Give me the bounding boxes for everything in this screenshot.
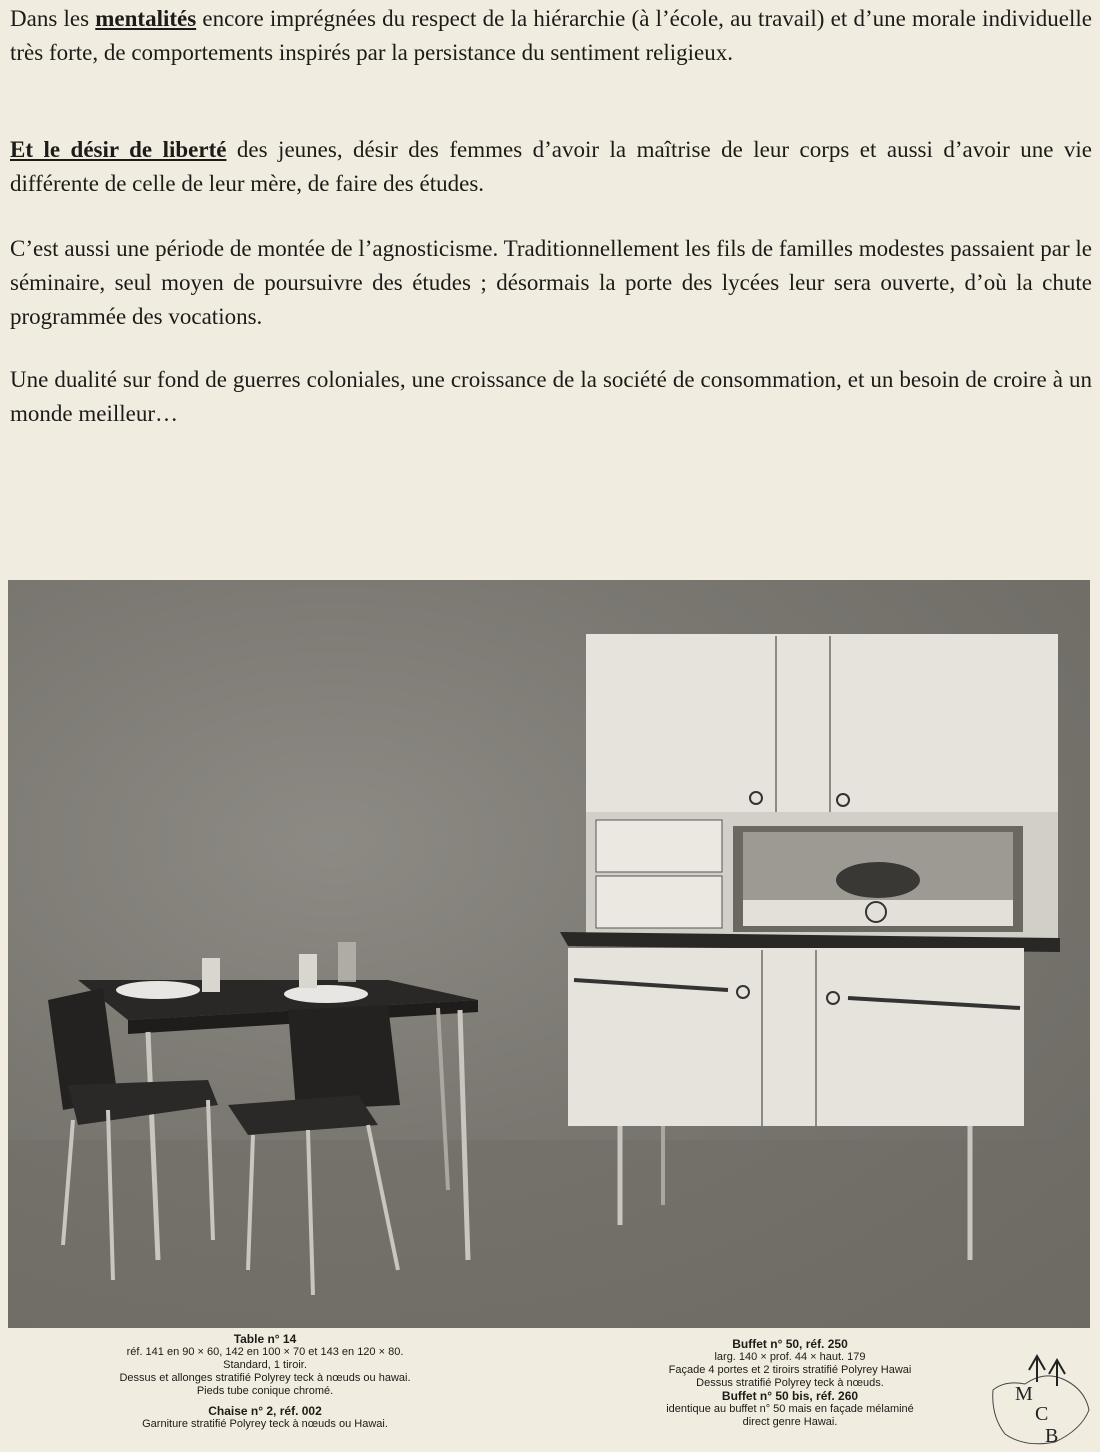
paragraph-mentalites: [10, 2, 1092, 70]
svg-text:C: C: [1035, 1403, 1049, 1425]
paragraph-dualite: Une dualité sur fond de guerres coloniales, une croissance de la société de consommation, et un besoin de croire à un monde meilleur…: [10, 367, 1092, 426]
mcb-logo: [985, 1350, 1095, 1450]
p2-lead: Et le désir de liberté: [10, 137, 227, 162]
svg-text:B: B: [1045, 1425, 1059, 1447]
chair-line1: Garniture stratifié Polyrey teck à nœuds ou Hawai.: [142, 1418, 388, 1430]
chair-title: Chaise n° 2, réf. 002: [208, 1404, 322, 1418]
paragraph-agnosticisme: C’est aussi une période de montée de l’agnosticisme. Traditionnellement les fils de familles modestes passaient par le séminaire, seul moyen de poursuivre des études ; désormais la porte des lycées leur sera ouverte, d’où la chute programmée des vocations.: [10, 236, 1092, 329]
p2-after: des jeunes, désir des femmes d’avoir la maîtrise de leur corps et aussi d’avoir une vie différente de celle de leur mère, de faire des études.: [10, 137, 1092, 196]
buffet-bis-line2: direct genre Hawai.: [742, 1416, 838, 1428]
buffet-bis-title: Buffet n° 50 bis, réf. 260: [721, 1389, 859, 1403]
caption-table-chair: [60, 1333, 470, 1431]
p1-before: Dans les: [10, 6, 96, 31]
furniture-illustration: [8, 580, 1090, 1328]
svg-text:M: M: [1015, 1383, 1033, 1405]
table-title: Table n° 14: [233, 1332, 297, 1346]
buffet-line1: larg. 140 × prof. 44 × haut. 179: [714, 1351, 866, 1363]
buffet-line3: Dessus stratifié Polyrey teck à nœuds.: [696, 1377, 884, 1389]
buffet-bis-line1: identique au buffet n° 50 mais en façade mélaminé: [666, 1403, 914, 1415]
p1-after: encore imprégnées du respect de la hiérarchie (à l’école, au travail) et d’une morale individuelle très forte, de comportements inspirés par la persistance du sentiment religieux.: [10, 6, 1092, 65]
furniture-photo: [8, 580, 1090, 1328]
caption-buffet: [620, 1338, 960, 1429]
table-line1: réf. 141 en 90 × 60, 142 en 100 × 70 et 143 en 120 × 80.: [126, 1346, 404, 1358]
table-line2: Standard, 1 tiroir.: [223, 1359, 307, 1371]
table-line4: Pieds tube conique chromé.: [196, 1385, 334, 1397]
buffet-line2: Façade 4 portes et 2 tiroirs stratifié Polyrey Hawai: [668, 1364, 912, 1376]
p1-lead: mentalités: [95, 6, 197, 31]
table-line3: Dessus et allonges stratifié Polyrey teck à nœuds ou hawai.: [119, 1372, 411, 1384]
paragraph-liberte: [10, 133, 1092, 201]
buffet-title: Buffet n° 50, réf. 250: [732, 1337, 848, 1351]
